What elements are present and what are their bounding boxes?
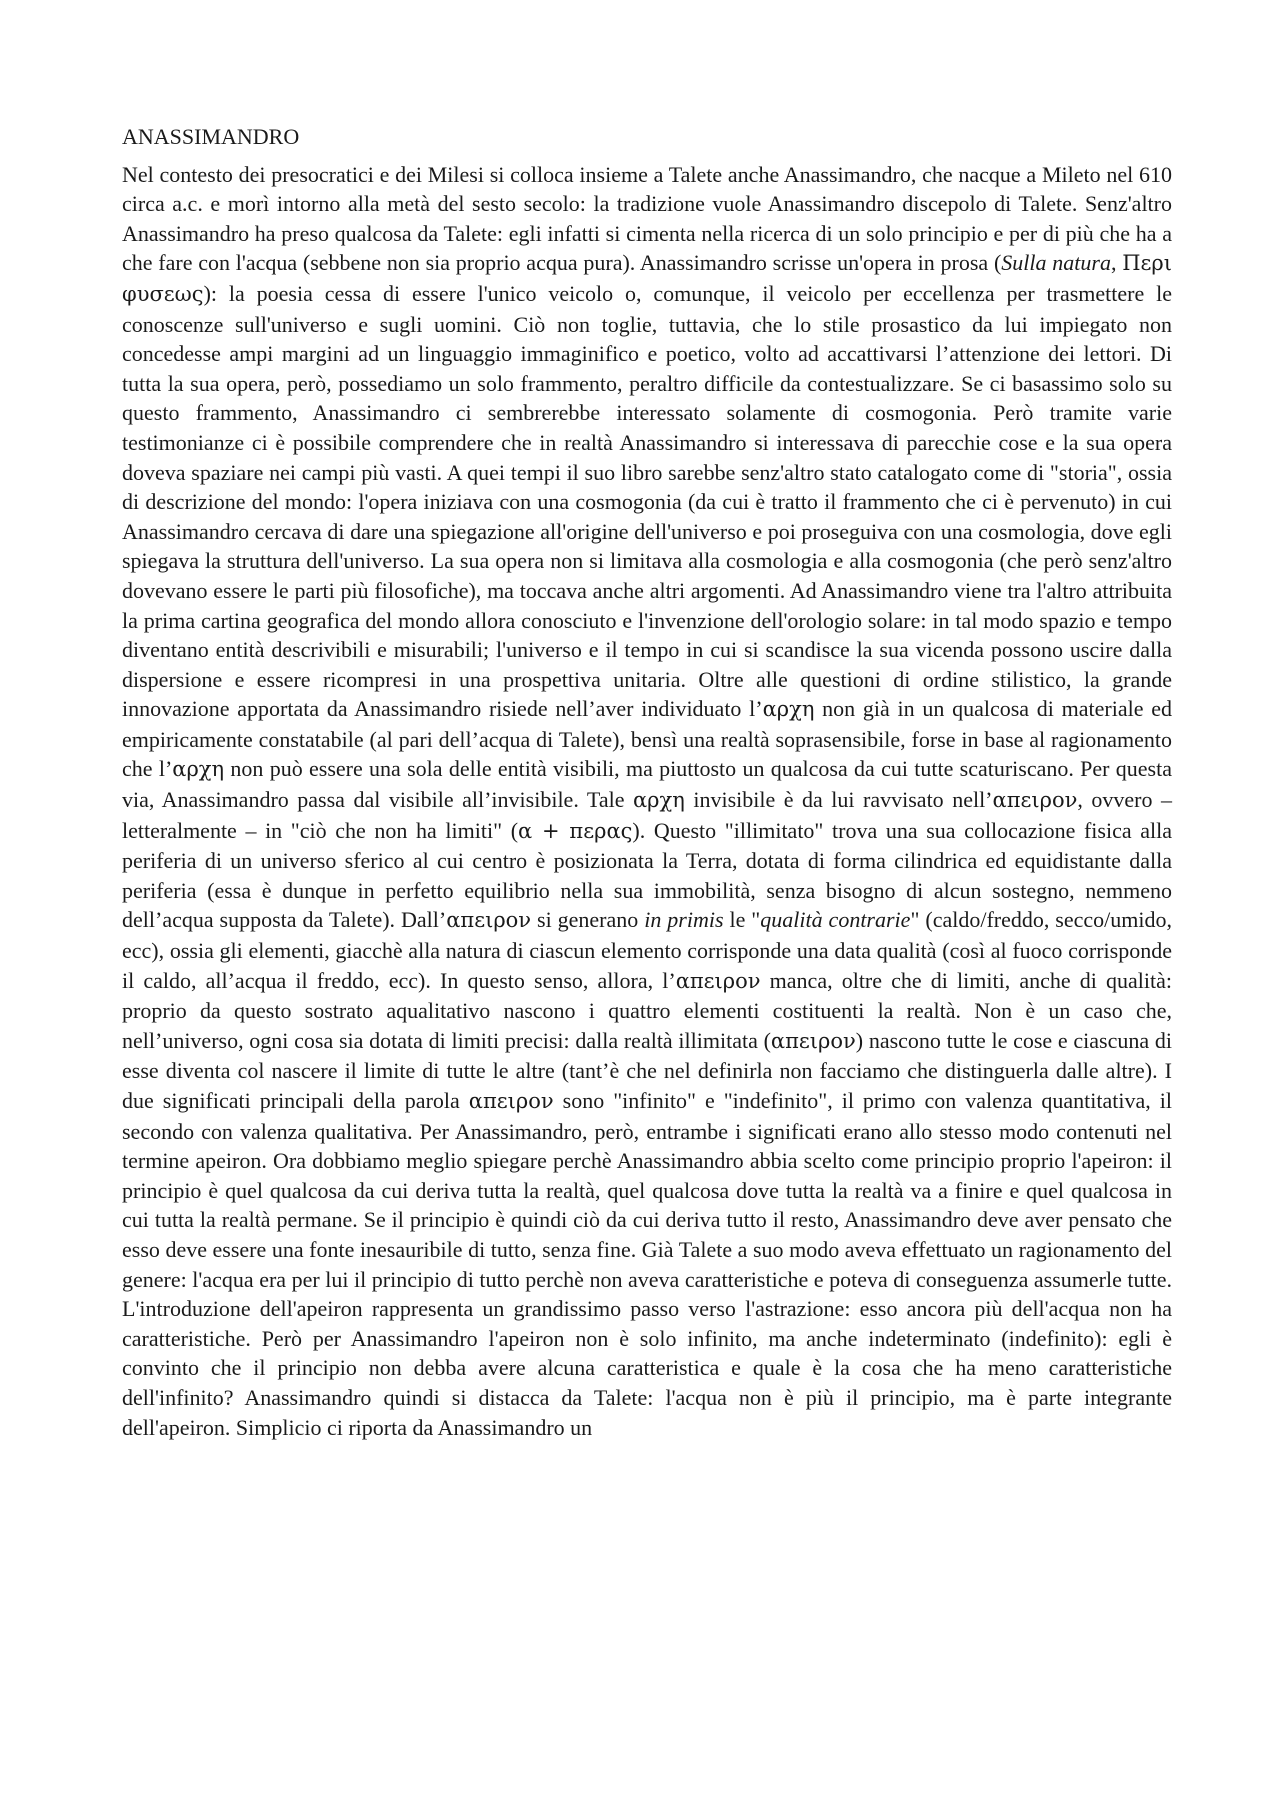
- greek-term: απειρον: [770, 1028, 856, 1053]
- body-paragraph: [122, 160, 1172, 1443]
- italic-phrase: qualità contrarie: [760, 907, 911, 933]
- greek-term: απειρον: [992, 788, 1078, 813]
- text-segment: invisibile è da lui ravvisato nell’: [684, 787, 993, 813]
- text-segment: manca, oltre che di limiti, anche di qualità: proprio da questo sostrato aqualitativo nascono i quattro elementi costituenti la realtà. Non è un caso che, nell’universo, ogni cosa sia dotata di limiti precisi: dalla realtà illimitata (: [122, 967, 1172, 1053]
- text-segment: ) nascono tutte le cose e ciascuna di esse diventa col nascere il limite di tutte le altre (tant’è che nel definirla non facciamo che distinguerla dalle altre). I due significati principali della parola: [122, 1027, 1172, 1113]
- greek-term: α + περας: [518, 818, 633, 843]
- text-segment: si generano: [531, 907, 645, 933]
- text-segment: non già in un qualcosa di materiale ed empiricamente constatabile (al pari dell’acqua di Talete), bensì una realtà soprasensibile, forse in base al ragionamento che l’: [122, 696, 1172, 782]
- greek-term: απειρον: [675, 968, 761, 993]
- text-segment: ). Questo "illimitato" trova una sua collocazione fisica alla periferia di un universo sferico al cui centro è posizionata la Terra, dotata di forma cilindrica ed equidistante dalla periferia (essa è dunque in perfetto equilibrio nella sua immobilità, senza bisogno di alcun sostegno, nemmeno dell’acqua supposta da Talete). Dall’: [122, 817, 1172, 933]
- greek-term: απειρον: [468, 1089, 554, 1113]
- text-segment: ): la poesia cessa di essere l'unico veicolo o, comunque, il veicolo per eccellenza per trasmettere le conoscenze sull'universo e sugli uomini. Ciò non toglie, tuttavia, che lo stile prosastico da lui impiegato non concedesse ampi margini ad un linguaggio immaginifico e poetico, volto ad accattivarsi l’attenzione dei lettori. Di tutta la sua opera, però, possediamo un solo frammento, peraltro difficile da contestualizzare. Se ci basassimo solo su questo frammento, Anassimandro ci sembrerebbe interessato solamente di cosmogonia. Però tramite varie testimonianze ci è possibile comprendere che in realtà Anassimandro si interessava di parecchie cose e la sua opera doveva spaziare nei campi più vasti. A quei tempi il suo libro sarebbe senz'altro stato catalogato come di "storia", ossia di descrizione del mondo: l'opera iniziava con una cosmogonia (da cui è tratto il frammento che ci è pervenuto) in cui Anassimandro cercava di dare una spiegazione all'origine dell'universo e poi proseguiva con una cosmologia, dove egli spiegava la struttura dell'universo. La sua opera non si limitava alla cosmologia e alla cosmogonia (che però senz'altro dovevano essere le parti più filosofiche), ma toccava anche altri argomenti. Ad Anassimandro viene tra l'altro attribuita la prima cartina geografica del mondo allora conosciuto e l'invenzione dell'orologio solare: in tal modo spazio e tempo diventano entità descrivibili e misurabili; l'universo e il tempo in cui si scandisce la sua vicenda possono uscire dalla dispersione e essere ricompresi in una prospettiva unitaria. Oltre alle questioni di ordine stilistico, la grande innovazione apportata da Anassimandro risiede nell’aver individuato l’: [122, 280, 1172, 722]
- text-segment: " (caldo/freddo, secco/umido, ecc), ossia gli elementi, giacchè alla natura di ciascun elemento corrisponde una data qualità (così al fuoco corrisponde il caldo, all’acqua il freddo, ecc). In questo senso, allora, l’: [122, 907, 1172, 993]
- text-segment: sono "infinito" e "indefinito", il primo con valenza quantitativa, il secondo con valenza qualitativa. Per Anassimandro, però, entrambe i significati erano allo stesso modo contenuti nel termine apeiron. Ora dobbiamo meglio spiegare perchè Anassimandro abbia scelto come principio proprio l'apeiron: il principio è quel qualcosa da cui deriva tutta la realtà, quel qualcosa dove tutta la realtà va a finire e quel qualcosa in cui tutta la realtà permane. Se il principio è quindi ciò da cui deriva tutto il resto, Anassimandro deve aver pensato che esso deve essere una fonte inesauribile di tutto, senza fine. Già Talete a suo modo aveva effettuato un ragionamento del genere: l'acqua era per lui il principio di tutto perchè non aveva caratteristiche e poteva di conseguenza assumerle tutte. L'introduzione dell'apeiron rappresenta un grandissimo passo verso l'astrazione: esso ancora più dell'acqua non ha caratteristiche. Però per Anassimandro l'apeiron non è solo infinito, ma anche indeterminato (indefinito): egli è convinto che il principio non debba avere alcuna caratteristica e quale è la cosa che ha meno caratteristiche dell'infinito? Anassimandro quindi si distacca da Talete: l'acqua non è più il principio, ma è parte integrante dell'apeiron. Simplicio ci riporta da Anassimandro un: [122, 1088, 1172, 1440]
- greek-term: αρχη: [633, 788, 685, 813]
- document-page: [122, 122, 1172, 1442]
- greek-term: αρχη: [172, 757, 225, 782]
- italic-phrase: in primis: [644, 907, 724, 933]
- text-segment: le ": [723, 907, 761, 933]
- page-title: ANASSIMANDRO: [122, 124, 300, 149]
- italic-phrase: Sulla natura: [1001, 250, 1111, 276]
- text-segment: , ovvero – letteralmente – in "ciò che non ha limiti" (: [122, 787, 1172, 843]
- greek-term: Περι φυσεως: [122, 251, 1173, 306]
- text-segment: non può essere una sola delle entità visibili, ma piuttosto un qualcosa da cui tutte scaturiscano. Per questa via, Anassimandro passa dal visibile all’invisibile. Tale: [122, 756, 1172, 813]
- greek-term: απειρον: [446, 908, 532, 933]
- text-segment: Nel contesto dei presocratici e dei Milesi si colloca insieme a Talete anche Anassimandro, che nacque a Mileto nel 610 circa a.c. e morì intorno alla metà del sesto secolo: la tradizione vuole Anassimandro discepolo di Talete. Senz'altro Anassimandro ha preso qualcosa da Talete: egli infatti si cimenta nella ricerca di un solo principio e per di più che ha a che fare con l'acqua (sebbene non sia proprio acqua pura). Anassimandro scrisse un'opera in prosa (: [122, 161, 1172, 276]
- greek-term: αρχη: [762, 697, 815, 722]
- text-segment: ,: [1110, 250, 1123, 276]
